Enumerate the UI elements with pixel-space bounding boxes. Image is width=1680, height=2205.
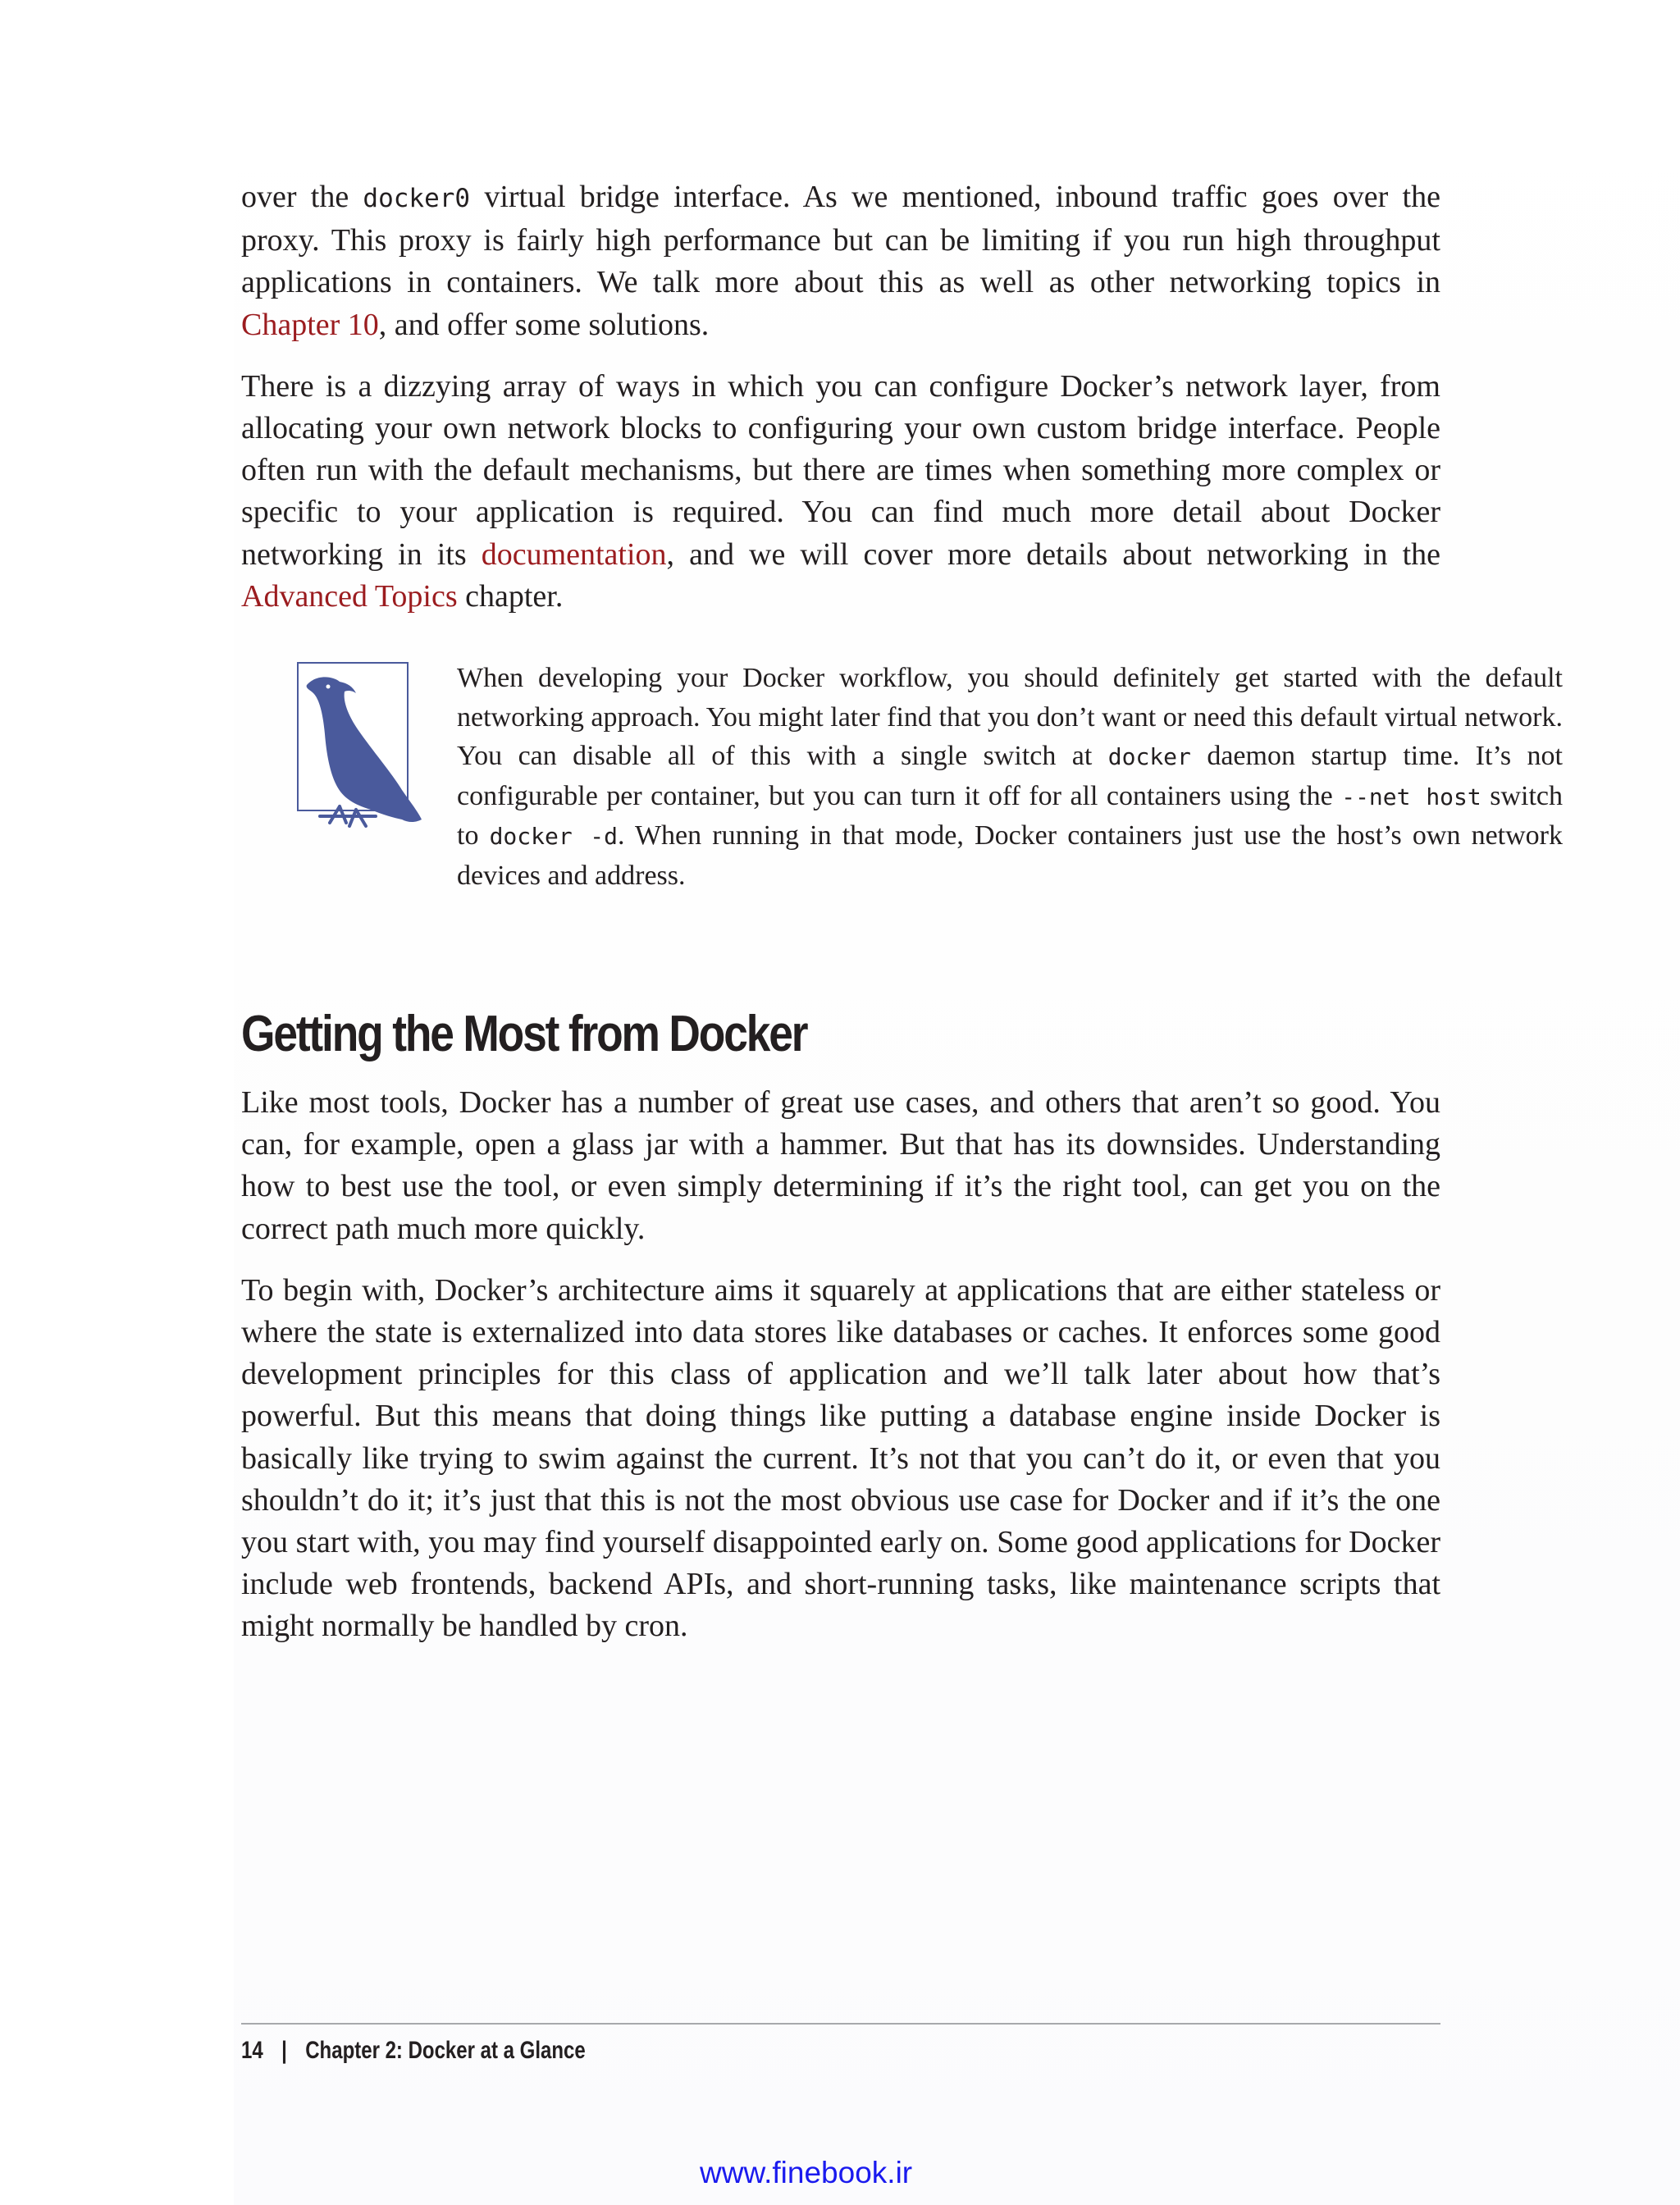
- watermark-url[interactable]: www.finebook.ir: [700, 2156, 913, 2189]
- page-number: 14: [241, 2037, 263, 2064]
- crow-icon: [297, 662, 425, 831]
- link-advanced-topics[interactable]: Advanced Topics: [241, 578, 458, 614]
- footer-separator: |: [281, 2037, 287, 2064]
- page-footer: [241, 2034, 586, 2067]
- paragraph-architecture: To begin with, Docker’s architecture aims it squarely at applications that are either stateless or where the state is externalized into data stores like databases or caches. It enforces some good development principles for this class of application and we’ll talk later about how that’s powerful. But this means that doing things like putting a database engine inside Docker is basically like trying to swim against the current. It’s not that you can’t do it, or even that you shouldn’t do it; it’s just that this is not the most obvious use case for Docker and if it’s the one you start with, you may find yourself disappointed early on. Some good applications for Docker include web frontends, backend APIs, and short-running tasks, like maintenance scripts that might normally be handled by cron.: [241, 1272, 1440, 1644]
- section-heading: Getting the Most from Docker: [241, 1006, 807, 1063]
- footer-divider: [241, 2023, 1440, 2025]
- link-documentation[interactable]: documentation: [481, 536, 667, 572]
- paragraph-use-cases: Like most tools, Docker has a number of great use cases, and others that aren’t so good. You can, for example, open a glass jar with a hammer. But that has its downsides. Understanding how to best use the tool, or even simply determining if it’s the right tool, can get you on the correct path much more quickly.: [241, 1085, 1440, 1246]
- code-net-host: --net host: [1341, 783, 1481, 810]
- paragraph-network-configuration: There is a dizzying array of ways in which you can configure Docker’s network layer, from allocating your own network blocks to configuring your own custom bridge interface. People often run with the default mechanisms, but there are times when something more complex or specific to your application is required. You can find much more detail about Docker networking in its documentation, and we will cover more details about networking in the Advanced Topics chapter.: [241, 368, 1440, 614]
- code-docker0: docker0: [363, 184, 471, 213]
- code-docker-d: docker -d: [489, 823, 618, 851]
- link-chapter-10[interactable]: Chapter 10: [241, 307, 379, 342]
- page-content: [241, 176, 1564, 1648]
- note-text: When developing your Docker workflow, you should definitely get started with the default networking approach. You might later find that you don’t want or need this default virtual network. You can disable all of this with a single switch at docker daemon startup time. It’s not configurable per container, but you can turn it off for all containers using the --net host switch to docker -d. When running in that mode, Docker containers just use the host’s own network devices and address.: [457, 663, 1564, 891]
- footer-chapter-title: Chapter 2: Docker at a Glance: [305, 2037, 586, 2064]
- code-docker: docker: [1107, 743, 1191, 771]
- paragraph-networking-proxy: over the docker0 virtual bridge interface. As we mentioned, inbound traffic goes over the proxy. This proxy is fairly high performance but can be limiting if you run high throughput applications in containers. We talk more about this as well as other networking topics in Chapter 10, and offer some solutions.: [241, 180, 1440, 342]
- tip-note: [241, 659, 1564, 1003]
